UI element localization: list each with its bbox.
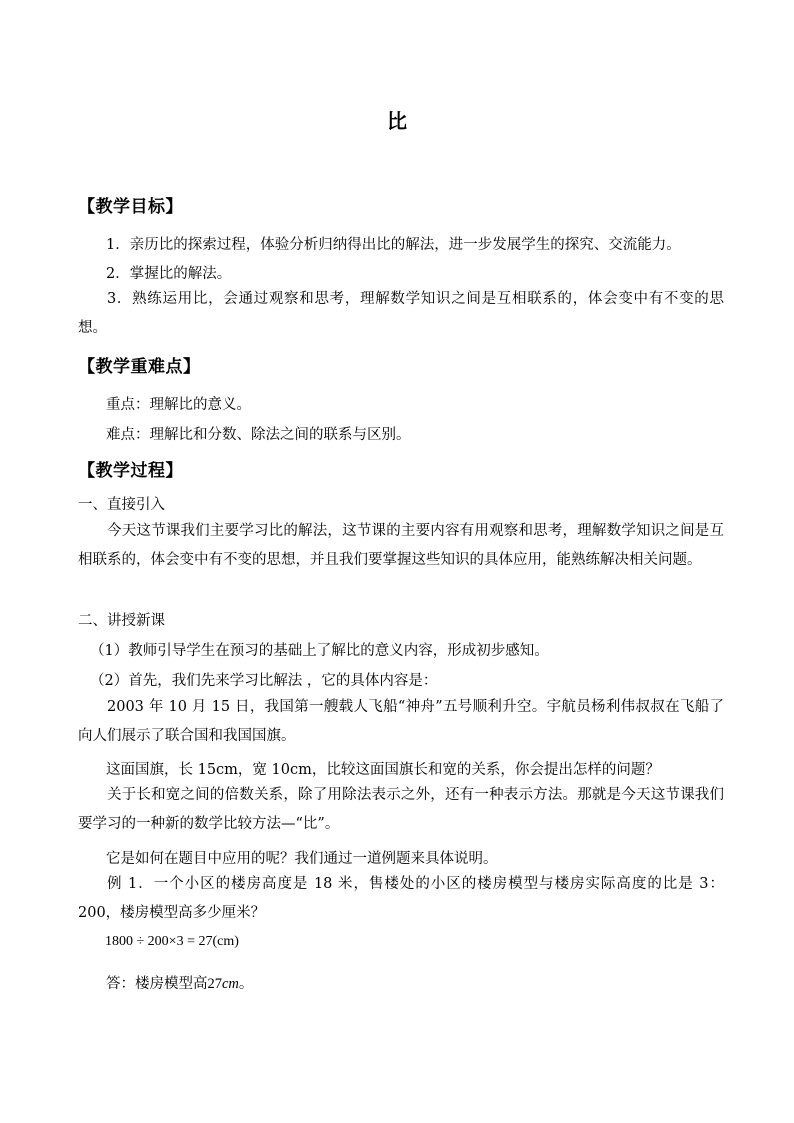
process-heading: 【教学过程】 (78, 461, 183, 481)
answer-suffix: 。 (238, 976, 254, 992)
key-point-important: 重点：理解比的意义。 (106, 397, 251, 413)
part1-title: 一、直接引入 (78, 497, 165, 513)
page-title: 比 (387, 109, 407, 133)
paragraph-1: 2003 年 10 月 15 日，我国第一艘载人飞船“神舟”五号顺利升空。宇航员杨利伟叔叔在飞船了向人们展示了联合国和我国国旗。 (78, 699, 724, 744)
example-problem: 例 1．一个小区的楼房高度是 18 米，售楼处的小区的楼房模型与楼房实际高度的比是 3：200，楼房模型高多少厘米？ (78, 876, 724, 921)
part1-text: 今天这节课我们主要学习比的解法，这节课的主要内容有用观察和思考，理解数学知识之间是互相联系的，体会变中有不变的思想，并且我们要掌握这些知识的具体应用，能熟练解决相关问题。 (78, 523, 724, 568)
goals-heading: 【教学目标】 (78, 197, 183, 217)
solution-formula: 1800 ÷ 200×3 = 27(cm) (105, 934, 239, 949)
goal-item-3: 3．熟练运用比，会通过观察和思考，理解数学知识之间是互相联系的，体会变中有不变的思想。 (78, 291, 724, 336)
answer-prefix: 答：楼房模型高 (106, 976, 208, 992)
goal-item-1: 1．亲历比的探索过程，体验分析归纳得出比的解法，进一步发展学生的探究、交流能力。 (106, 237, 681, 253)
key-point-difficult: 难点：理解比和分数、除法之间的联系与区别。 (106, 427, 411, 443)
paragraph-4: 它是如何在题目中应用的呢？我们通过一道例题来具体说明。 (106, 851, 498, 867)
part2-title: 二、讲授新课 (78, 613, 165, 629)
answer-value: 27 (207, 976, 222, 992)
answer-line (106, 972, 253, 993)
paragraph-2: 这面国旗，长 15cm，宽 10cm，比较这面国旗长和宽的关系，你会提出怎样的问题？ (106, 762, 660, 778)
goal-item-2: 2．掌握比的解法。 (106, 266, 232, 282)
step-2: （2）首先，我们先来学习比解法 ，它的具体内容是： (90, 673, 438, 689)
key-points-heading: 【教学重难点】 (78, 357, 201, 377)
paragraph-3: 关于长和宽之间的倍数关系，除了用除法表示之外，还有一种表示方法。那就是今天这节课我们要学习的一种新的数学比较方法—“比”。 (78, 787, 724, 832)
step-1: （1）教师引导学生在预习的基础上了解比的意义内容，形成初步感知。 (90, 643, 549, 659)
answer-unit: cm (222, 976, 239, 992)
